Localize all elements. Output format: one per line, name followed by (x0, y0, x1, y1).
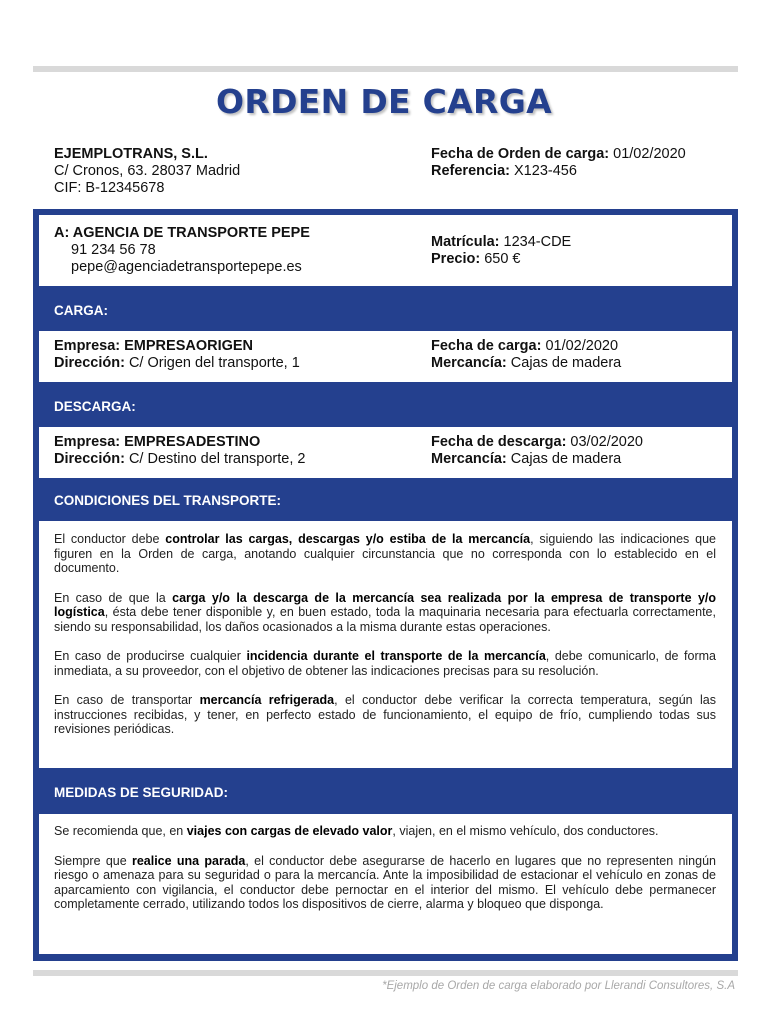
top-divider (33, 66, 738, 72)
carga-address-row (54, 355, 300, 372)
descarga-section-header: DESCARGA: (54, 399, 136, 414)
descarga-date-value: 03/02/2020 (570, 434, 643, 450)
conditions-paragraph-3 (54, 649, 716, 678)
carga-company-label: Empresa: (54, 338, 125, 354)
plate-label: Matrícula: (431, 234, 504, 250)
conditions-panel (39, 521, 732, 768)
security-p1-text-b: , viajen, en el mismo vehículo, dos conductores. (392, 824, 659, 838)
conditions-paragraph-2 (54, 591, 716, 635)
carga-origin (54, 338, 300, 372)
carga-section-header: CARGA: (54, 303, 108, 318)
order-reference-label: Referencia: (431, 163, 515, 179)
carga-panel (39, 331, 732, 382)
conditions-text (54, 532, 716, 752)
security-paragraph-1 (54, 824, 716, 839)
sender-company-name: EJEMPLOTRANS, S.L. (54, 146, 208, 162)
page-title: ORDEN DE CARGA (216, 82, 552, 121)
descarga-goods-value: Cajas de madera (510, 451, 622, 467)
sender-company-cif: CIF: B-12345678 (54, 180, 165, 196)
carga-date-label: Fecha de carga: (431, 338, 546, 354)
descarga-date-row (431, 434, 643, 451)
carga-company-row (54, 338, 300, 355)
order-info-block (431, 146, 686, 180)
recipient-name: A: AGENCIA DE TRANSPORTE PEPE (54, 225, 310, 241)
conditions-p3-text-b: , debe comunicarlo, de forma inmediata, a su proveedor, con el objetivo de obtener las indicaciones precisas para su resolución. (54, 649, 716, 678)
descarga-address-value: C/ Destino del transporte, 2 (128, 451, 306, 467)
security-p1-text-a: Se recomienda que, en (54, 824, 187, 838)
carga-date-row (431, 338, 621, 355)
order-reference-value: X123-456 (514, 163, 577, 179)
conditions-p1-text-a: El conductor debe (54, 532, 166, 546)
security-section-header: MEDIDAS DE SEGURIDAD: (54, 785, 229, 800)
price-row (431, 251, 571, 268)
security-panel (39, 814, 732, 954)
conditions-paragraph-1 (54, 532, 716, 576)
descarga-address-label: Dirección: (54, 451, 129, 467)
recipient-vehicle-info (431, 234, 571, 268)
descarga-goods-label: Mercancía: (431, 451, 511, 467)
sender-company-address: C/ Cronos, 63. 28037 Madrid (54, 163, 241, 179)
conditions-p2-text-b: , ésta debe tener disponible y, en buen estado, toda la maquinaria necesaria para efectuarla correctamente, siendo su responsabilidad, los daños ocasionados a la misma durante estas operaciones. (54, 605, 716, 634)
descarga-date-label: Fecha de descarga: (431, 434, 571, 450)
recipient-phone: 91 234 56 78 (71, 242, 156, 258)
plate-value: 1234-CDE (503, 234, 572, 250)
footnote: *Ejemplo de Orden de carga elaborado por Llerandi Consultores, S.A (382, 980, 735, 992)
order-date-row (431, 146, 686, 163)
conditions-p2-text-a: En caso de que la (54, 590, 173, 605)
descarga-company-row (54, 434, 305, 451)
price-label: Precio: (431, 251, 485, 267)
conditions-p3-text-a: En caso de producirse cualquier (54, 649, 247, 663)
recipient-contact (54, 225, 310, 276)
conditions-p4-text-b: , el conductor debe verificar la correcta temperatura, según las instrucciones recibidas, y tener, en perfecto estado de funcionamiento, el equipo de frío, cumpliendo todas sus revisiones periódicas. (54, 693, 716, 736)
order-date-label: Fecha de Orden de carga: (431, 146, 614, 162)
security-paragraph-2 (54, 854, 716, 912)
conditions-p1-text-b: , siguiendo las indicaciones que figuren en la Orden de carga, anotando cualquier circunstancia que no corresponda con lo establecido en el documento. (54, 532, 716, 575)
conditions-section-header: CONDICIONES DEL TRANSPORTE: (54, 493, 282, 508)
carga-address-label: Dirección: (54, 355, 129, 371)
descarga-details (431, 434, 643, 468)
carga-company-value: EMPRESAORIGEN (124, 338, 254, 354)
bottom-divider (33, 970, 738, 976)
carga-date-value: 01/02/2020 (545, 338, 619, 354)
plate-row (431, 234, 571, 251)
descarga-goods-row (431, 451, 643, 468)
security-text (54, 824, 716, 927)
conditions-p1-emphasis: controlar las cargas, descargas y/o estiba de la mercancía (165, 532, 531, 546)
conditions-p4-text-a: En caso de transportar (54, 693, 200, 707)
security-p2-text-b: , el conductor debe asegurarse de hacerlo en lugares que no representen ningún riesgo o amenaza para su seguridad o para la mercancía. Ante la imposibilidad de estacionar el vehículo en zonas de aparcamiento con vigilancia, el conductor debe pernoctar en el interior del mismo. El vehículo debe permanecer completamente cerrado, utilizando todos los dispositivos de cierre, alarma y bloqueo que disponga. (54, 853, 716, 911)
recipient-panel (39, 215, 732, 286)
carga-goods-label: Mercancía: (431, 355, 511, 371)
conditions-p3-emphasis: incidencia durante el transporte de la mercancía (246, 649, 546, 663)
price-value: 650 € (484, 251, 521, 267)
carga-goods-value: Cajas de madera (510, 355, 622, 371)
security-p2-text-a: Siempre que (54, 853, 132, 868)
descarga-company-value: EMPRESADESTINO (124, 434, 261, 450)
carga-address-value: C/ Origen del transporte, 1 (128, 355, 300, 371)
descarga-panel (39, 427, 732, 478)
recipient-email: pepe@agenciadetransportepepe.es (71, 259, 302, 275)
carga-details (431, 338, 621, 372)
conditions-p4-emphasis: mercancía refrigerada (199, 693, 335, 707)
descarga-company-label: Empresa: (54, 434, 125, 450)
order-details-frame (33, 209, 738, 961)
order-date-value: 01/02/2020 (613, 146, 686, 162)
security-p2-emphasis: realice una parada (131, 853, 246, 868)
conditions-p2-emphasis: carga y/o la descarga de la mercancía sea realizada por la empresa de transporte y/o logística (54, 590, 716, 619)
sender-company-block (54, 146, 240, 197)
descarga-destination (54, 434, 305, 468)
security-p1-emphasis: viajes con cargas de elevado valor (186, 824, 393, 838)
descarga-address-row (54, 451, 305, 468)
order-reference-row (431, 163, 686, 180)
conditions-paragraph-4 (54, 693, 716, 737)
carga-goods-row (431, 355, 621, 372)
